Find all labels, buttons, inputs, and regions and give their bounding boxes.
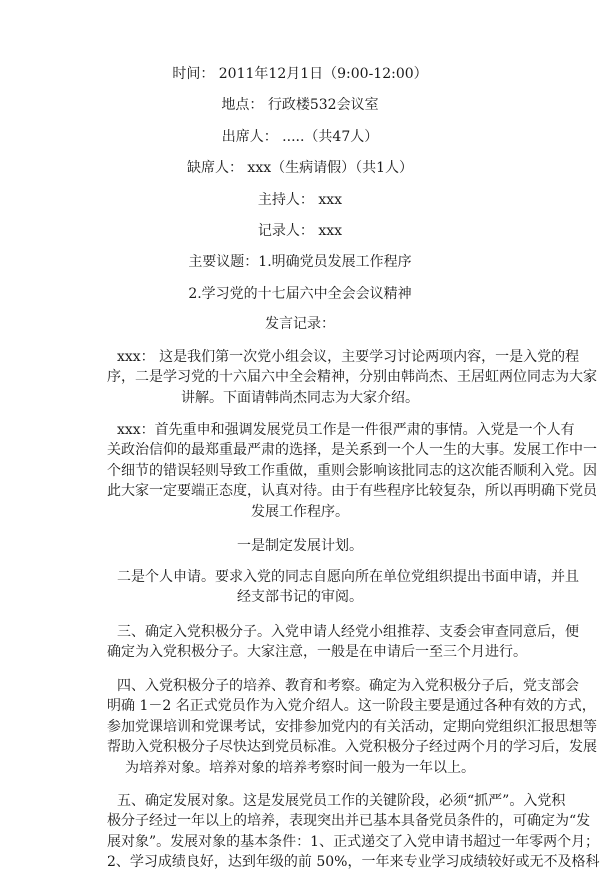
paragraph-line: 个细节的错误轻则导致工作重做，重则会影响该批同志的这次能否顺利入党。因 [107,462,597,479]
paragraph-line: 三、确定入党积极分子。入党申请人经党小组推荐、支委会审查同意后，便 [117,624,579,640]
main-topic-1: 主要议题：1.明确党员发展工作程序 [188,254,412,270]
step-4 [107,676,597,778]
paragraph-line: xxx：首先重申和强调发展党员工作是一件很严肃的事情。入党是一个人有 [117,422,575,438]
paragraph-line: 讲解。下面请韩尚杰同志为大家介绍。 [181,389,419,406]
meeting-location: 地点： 行政楼532会议室 [221,97,379,113]
recorder: 记录人： xxx [257,223,343,239]
step-1 [107,536,493,556]
step-3 [107,622,579,663]
paragraph-line: 关政治信仰的最郑重最严肃的选择，是关系到一个人一生的大事。发展工作中一 [107,442,597,459]
paragraph-line: 经支部书记的审阅。 [237,589,363,606]
paragraph-line: 此大家一定要端正态度，认真对待。由于有些程序比较复杂，所以再明确下党员 [107,483,597,500]
paragraph-opening [107,347,597,408]
paragraph-line: 极分子经过一年以上的培养，表现突出并已基本具备党员条件的，可确定为“发 [107,813,591,830]
step-5 [107,791,600,873]
main-topic-2: 2.学习党的十七届六中全会会议精神 [188,286,412,302]
paragraph-line: 二是个人申请。要求入党的同志自愿向所在单位党组织提出书面申请，并且 [117,569,579,585]
paragraph-line: 明确 1－2 名正式党员作为入党介绍人。这一阶段主要是通过各种有效的方式， [107,698,596,715]
meeting-time: 时间： 2011年12月1日（9:00-12:00） [172,66,428,82]
paragraph-line: 展对象”。发展对象的基本条件：1、正式递交了入党申请书超过一年零两个月； [107,833,600,850]
paragraph-line: 参加党课培训和党课考试，安排参加党内的有关活动，定期向党组织汇报思想等 [107,718,597,735]
paragraph-introduction [107,420,597,522]
absentees: 缺席人： xxx（生病请假）（共1人） [186,160,414,176]
paragraph-line: 确定为入党积极分子。大家注意，一般是在申请后一至三个月进行。 [107,644,527,661]
paragraph-line: xxx： 这是我们第一次党小组会议，主要学习讨论两项内容，一是入党的程 [117,349,580,365]
step-2 [107,567,579,608]
paragraph-line: 序，二是学习党的十六届六中全会精神，分别由韩尚杰、王居虹两位同志为大家 [107,369,597,386]
paragraph-line: 一是制定发展计划。 [237,538,363,554]
record-title: 发言记录： [265,316,335,332]
host: 主持人： xxx [257,192,343,208]
attendees: 出席人： .....（共47人） [221,129,379,145]
paragraph-line: 发展工作程序。 [251,503,349,520]
paragraph-line: 2、学习成绩良好，达到年级的前 50%，一年来专业学习成绩较好或无不及格科 [107,854,600,871]
paragraph-line: 帮助入党积极分子尽快达到党员标准。入党积极分子经过两个月的学习后，发展 [107,739,597,756]
paragraph-line: 五、确定发展对象。这是发展党员工作的关键阶段，必须“抓严”。入党积 [117,793,566,809]
paragraph-line: 为培养对象。培养对象的培养考察时间一般为一年以上。 [125,759,475,776]
paragraph-line: 四、入党积极分子的培养、教育和考察。确定为入党积极分子后，党支部会 [117,678,579,694]
